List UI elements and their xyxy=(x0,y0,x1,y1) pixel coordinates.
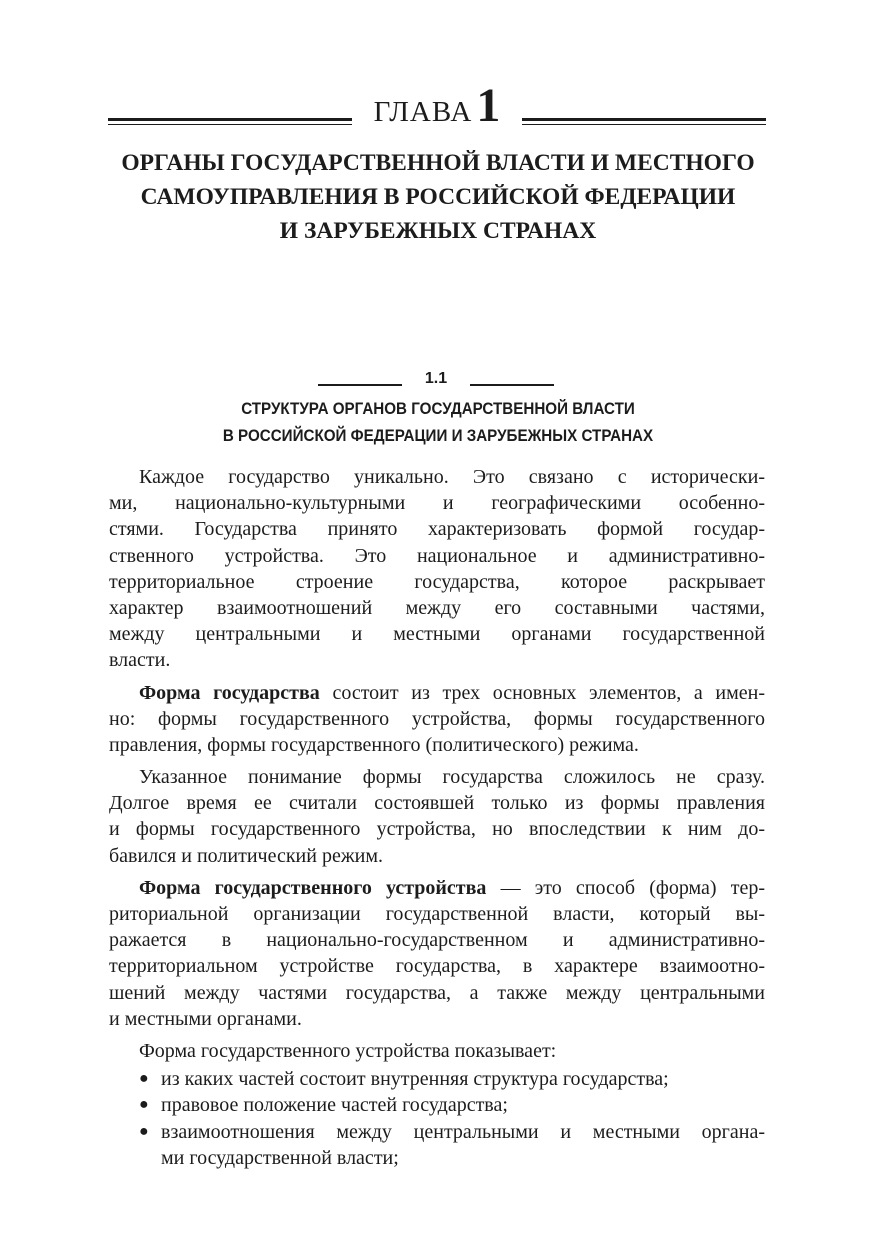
bullet-icon: ● xyxy=(139,1096,149,1114)
text-line: между центральными и местными органами государственной xyxy=(109,623,765,646)
chapter-rule-right xyxy=(522,118,766,125)
chapter-title-line: И ЗАРУБЕЖНЫХ СТРАНАХ xyxy=(279,218,597,244)
text-line: территориальном устройстве государства, в характере взаимоотно- xyxy=(109,955,765,978)
chapter-header xyxy=(108,78,766,130)
text-line: взаимоотношения между центральными и местными органа- xyxy=(161,1120,765,1143)
text-line: Каждое государство уникально. Это связано с исторически- xyxy=(139,466,765,488)
bullet-icon: ● xyxy=(139,1070,149,1088)
chapter-word: ГЛАВА xyxy=(373,96,473,128)
text-line: правовое положение частей государства; xyxy=(161,1094,508,1117)
text-fragment: состоит из трех основных элементов, а имен- xyxy=(319,681,766,704)
text-line: ми, национально-культурными и географическими особенно- xyxy=(109,492,765,515)
paragraph-shows xyxy=(109,1038,765,1064)
text-line: но: формы государственного устройства, формы государственного xyxy=(109,707,765,730)
text-line: и формы государственного устройства, но впоследствии к ним до- xyxy=(109,818,765,841)
text-line: ми государственной власти; xyxy=(161,1146,399,1169)
section-title-line: В РОССИЙСКОЙ ФЕДЕРАЦИИ И ЗАРУБЕЖНЫХ СТРАНАХ xyxy=(222,427,654,445)
text-fragment: — это способ (форма) тер- xyxy=(486,876,765,899)
text-line: шений между частями государства, а также между центральными xyxy=(109,981,765,1004)
text-line: характер взаимоотношений между его составными частями, xyxy=(109,596,765,619)
chapter-number: 1 xyxy=(476,79,501,132)
text-line: Указанное понимание формы государства сложилось не сразу. xyxy=(139,766,765,789)
paragraph-intro xyxy=(109,464,765,674)
paragraph-history xyxy=(109,764,765,869)
paragraph-territorial-form xyxy=(109,875,765,1032)
text-line: власти. xyxy=(109,649,171,672)
section-rule-left xyxy=(318,384,402,386)
text-line: ражается в национально-государственном и административно- xyxy=(109,929,765,952)
chapter-label xyxy=(352,78,522,133)
text-line: правления, формы государственного (политического) режима. xyxy=(109,733,639,756)
chapter-title-line: САМОУПРАВЛЕНИЯ В РОССИЙСКОЙ ФЕДЕРАЦИИ xyxy=(140,184,736,210)
list-item xyxy=(109,1092,765,1118)
section-title xyxy=(145,396,730,450)
list-item xyxy=(109,1066,765,1092)
text-line: Форма государственного устройства показывает: xyxy=(139,1039,557,1062)
chapter-title-line: ОРГАНЫ ГОСУДАРСТВЕННОЙ ВЛАСТИ И МЕСТНОГО xyxy=(121,150,755,176)
text-line: из каких частей состоит внутренняя структура государства; xyxy=(161,1068,669,1091)
term-state-form: Форма государства xyxy=(139,681,320,704)
text-line: и местными органами. xyxy=(109,1007,302,1030)
paragraph-state-form xyxy=(109,680,765,759)
body-text xyxy=(109,464,765,1171)
chapter-rule-left xyxy=(108,118,352,125)
section-header xyxy=(300,368,576,394)
text-line xyxy=(109,680,765,706)
text-line xyxy=(109,875,765,901)
chapter-title xyxy=(100,146,776,248)
text-line: ственного устройства. Это национальное и административно- xyxy=(109,544,765,567)
bullet-list xyxy=(109,1066,765,1171)
text-line: бавился и политический режим. xyxy=(109,844,384,867)
text-line: риториальной организации государственной власти, который вы- xyxy=(109,903,765,925)
term-territorial-form: Форма государственного устройства xyxy=(139,876,487,899)
bullet-icon: ● xyxy=(139,1122,149,1140)
section-number: 1.1 xyxy=(424,370,448,387)
list-item xyxy=(109,1119,765,1171)
section-rule-right xyxy=(470,384,554,386)
text-line: Долгое время ее считали состоявшей только из формы правления xyxy=(109,792,765,815)
text-line: стями. Государства принято характеризовать формой государ- xyxy=(109,518,765,541)
text-line: территориальное строение государства, которое раскрывает xyxy=(109,570,765,593)
section-title-line: СТРУКТУРА ОРГАНОВ ГОСУДАРСТВЕННОЙ ВЛАСТИ xyxy=(241,400,635,418)
